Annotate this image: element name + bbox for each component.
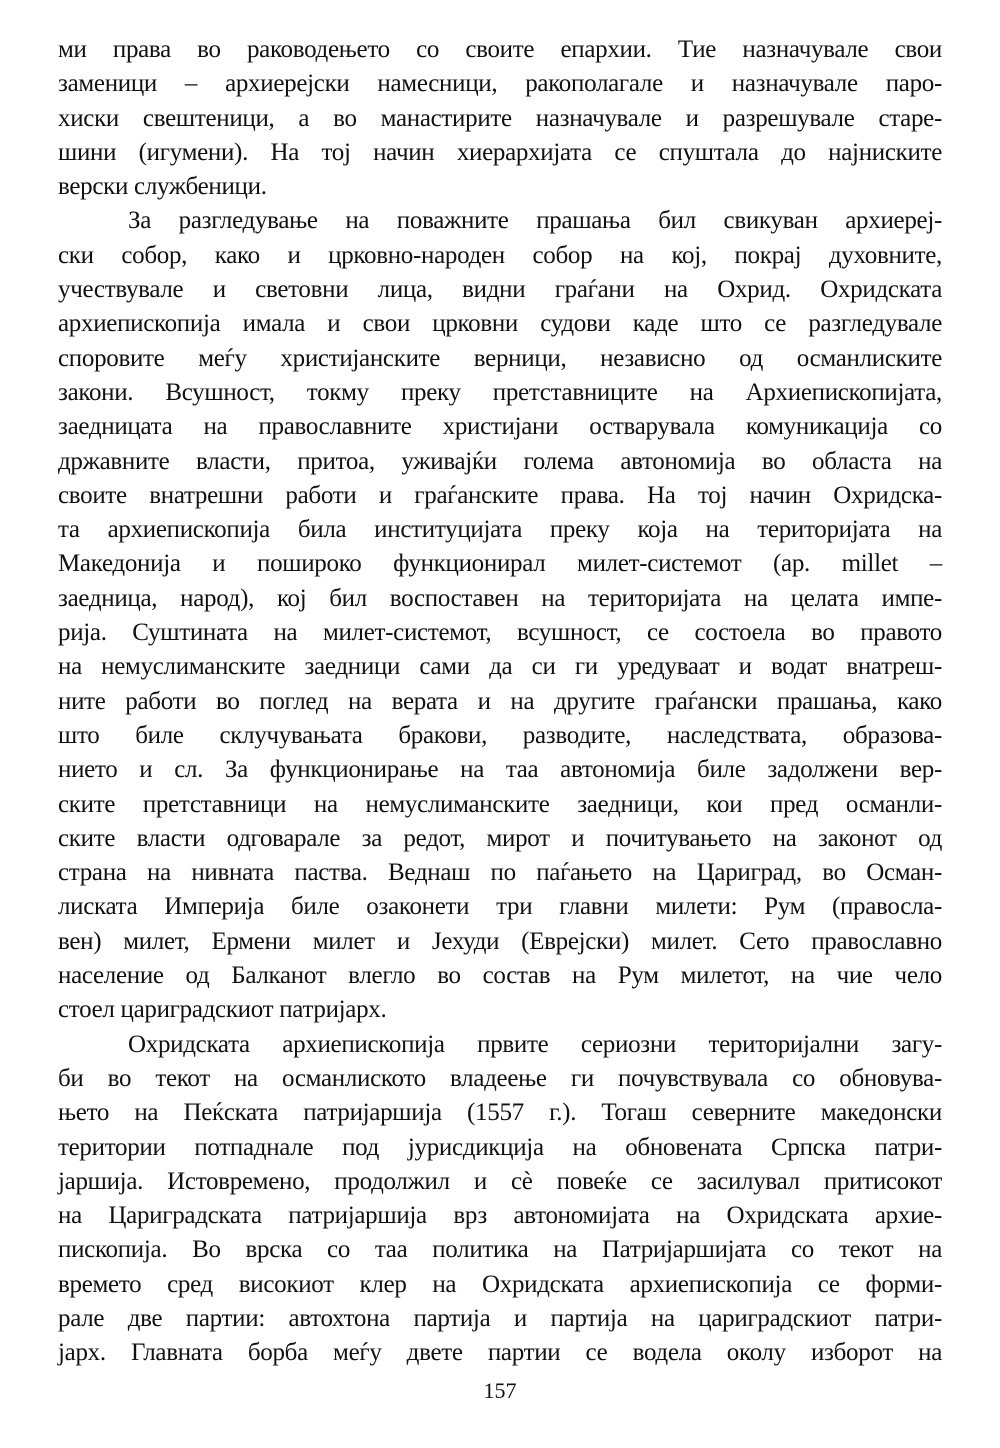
page-number: 157	[483, 1378, 517, 1403]
text-line: њето на Пеќската патријаршија (1557 г.). Тогаш северните македонски	[58, 1099, 942, 1127]
text-line: на немуслиманските заедници сами да си ги уредуваат и водат внатреш-	[58, 653, 942, 681]
text-line: пископија. Во врска со таа политика на Патријаршијата со текот на	[58, 1236, 942, 1264]
text-line: учествувале и световни лица, видни граѓани на Охрид. Охридската	[58, 276, 942, 304]
text-line: ните работи во поглед на верата и на другите граѓански прашања, како	[58, 687, 942, 715]
text-line: на Цариградската патријаршија врз автономијата на Охридската архие-	[58, 1202, 942, 1230]
text-line: времето сред високиот клер на Охридската архиепископија се форми-	[58, 1270, 942, 1298]
text-line: страна на нивната паства. Веднаш по паѓањето на Цариград, во Осман-	[58, 859, 942, 887]
text-line: би во текот на османлиското владеење ги почувствувала со обновува-	[58, 1064, 942, 1092]
text-line: закони. Всушност, токму преку претставниците на Архиепископијата,	[58, 378, 942, 406]
text-line: вен) милет, Ермени милет и Јехуди (Еврејски) милет. Сето православно	[58, 927, 942, 955]
text-line: та архиепископија била институцијата преку која на територијата на	[58, 516, 942, 544]
text-line: ските власти одговарале за редот, мирот и почитувањето на законот од	[58, 824, 942, 852]
text-line: заедницата на православните христијани остварувала комуникација со	[58, 413, 942, 441]
text-line: верски службеници.	[58, 173, 267, 201]
text-line: заменици – архиерејски намесници, ракополагале и назначувале паро-	[58, 70, 942, 98]
text-line: Македонија и пошироко функционирал милет-системот (ар. millet –	[58, 550, 942, 578]
text-line: јарх. Главната борба меѓу двете партии се водела околу изборот на	[58, 1339, 942, 1367]
text-line: заедница, народ), кој бил воспоставен на територијата на целата импе-	[58, 584, 942, 612]
text-line: своите внатрешни работи и граѓанските права. На тој начин Охридска-	[58, 481, 942, 509]
text-line: стоел цариградскиот патријарх.	[58, 996, 387, 1024]
paragraph	[58, 204, 942, 1027]
text-line: територии потпаднале под јурисдикција на обновената Српска патри-	[58, 1133, 942, 1161]
text-line: ски собор, како и црковно-народен собор на кој, покрај духовните,	[58, 241, 942, 269]
text-line: споровите меѓу христијанските верници, независно од османлиските	[58, 344, 942, 372]
text-line: За разгледување на поважните прашања бил свикуван архиереј-	[128, 207, 942, 235]
text-line: архиепископија имала и свои црковни судови каде што се разгледувале	[58, 310, 942, 338]
text-line: државните власти, притоа, уживајќи голема автономија во областа на	[58, 447, 942, 475]
text-line: население од Балканот влегло во состав на Рум милетот, на чие чело	[58, 962, 942, 990]
text-line: јаршија. Истовремено, продолжил и сè повеќе се засилувал притисокот	[58, 1167, 942, 1195]
text-line: хиски свештеници, а во манастирите назначувале и разрешувале старе-	[58, 104, 942, 132]
text-line: лиската Империја биле озаконети три главни милети: Рум (правосла-	[58, 893, 942, 921]
text-line: рија. Суштината на милет-системот, всушност, се состоела во правото	[58, 619, 942, 647]
paragraph	[58, 1028, 942, 1371]
paragraph	[58, 33, 942, 204]
text-line: ми права во раководењето со своите епархии. Тие назначувале свои	[58, 36, 942, 63]
text-line: што биле склучувањата бракови, разводите, наследствата, образова-	[58, 721, 942, 749]
text-line: ските претставници на немуслиманските заедници, кои пред османли-	[58, 790, 942, 818]
text-line: нието и сл. За функционирање на таа автономија биле задолжени вер-	[58, 756, 942, 784]
text-line: Охридската архиепископија првите сериозни територијални загу-	[128, 1030, 942, 1058]
page-body	[58, 33, 942, 1371]
text-line: шини (игумени). На тој начин хиерархијата се спуштала до најниските	[58, 138, 942, 166]
text-line: рале две партии: автохтона партија и партија на цариградскиот патри-	[58, 1304, 942, 1332]
